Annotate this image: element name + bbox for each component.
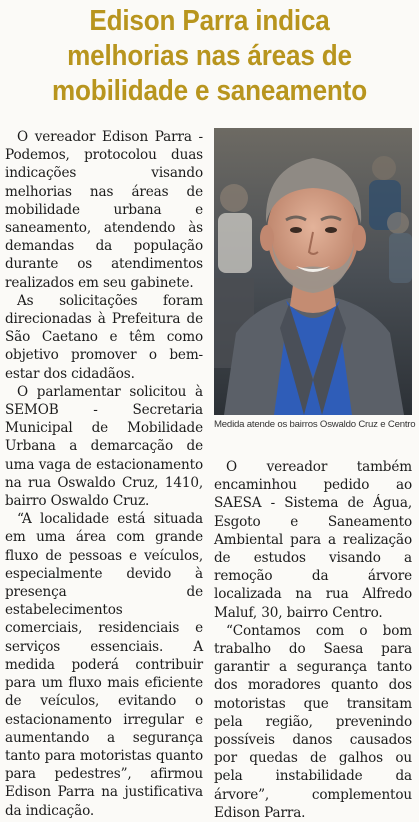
paragraph: “A localidade está situada em uma área com grande fluxo de pessoas e veículos, especialmente devido à presença de estabelecimentos comerciais, residenciais e serviços essenciais. A medida poderá contribuir para um fluxo mais eficiente de veículos, evitando o estacionamento irregular e aumentando a segurança tanto para motoristas quanto para pedestres”, afirmou Edison Parra na justificativa da indicação. — [5, 511, 203, 819]
paragraph: O vereador Edison Parra - Podemos, protocolou duas indicações visando melhorias nas áreas de mobilidade urbana e saneamento, atendendo às demandas da população durante os atendimentos realizados em seu gabinete. — [5, 129, 203, 291]
article-column-left — [5, 128, 203, 820]
article-column-right — [214, 458, 412, 822]
headline: Edison Parra indica melhorias nas áreas de mobilidade e saneamento — [52, 5, 367, 107]
photo-caption: Medida atende os bairros Oswaldo Cruz e Centro — [214, 419, 416, 430]
paragraph: O parlamentar solicitou à SEMOB - Secretaria Municipal de Mobilidade Urbana a demarcação de uma vaga de estacionamento na rua Oswaldo Cruz, 1410, bairro Oswaldo Cruz. — [5, 383, 203, 510]
portrait-photo — [214, 128, 412, 415]
paragraph: As solicitações foram direcionadas à Prefeitura de São Caetano e têm como objetivo promover o bem-estar dos cidadãos. — [5, 292, 203, 382]
paragraph: “Contamos com o bom trabalho do Saesa para garantir a segurança tanto dos moradores quanto dos motoristas que transitam pela região, prevenindo possíveis danos causados por quedas de galhos ou pela instabilidade da árvore”, complementou Edison Parra. — [214, 622, 412, 821]
paragraph: O vereador também encaminhou pedido ao SAESA - Sistema de Água, Esgoto e Saneamento Ambiental para a realização de estudos visando a remoção da árvore localizada na rua Alfredo Maluf, 30, bairro Centro. — [214, 459, 412, 621]
